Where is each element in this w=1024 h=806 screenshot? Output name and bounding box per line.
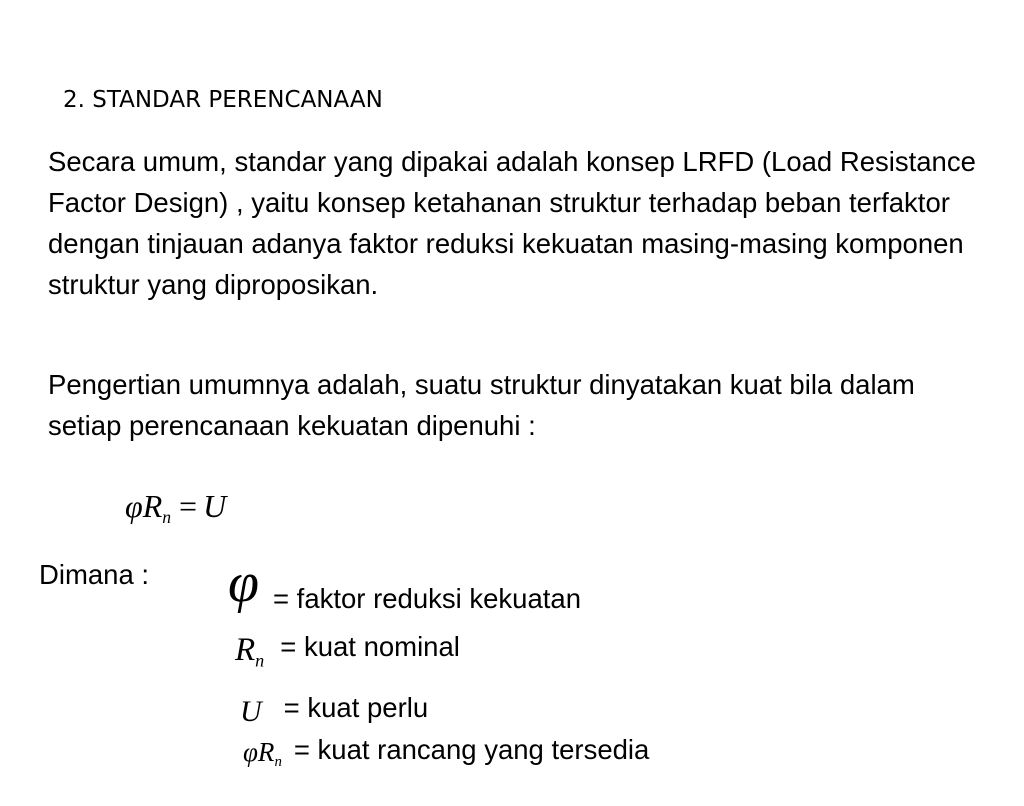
formula-phi: φ xyxy=(125,488,143,524)
definition-symbol: $\varphi R_n$ xyxy=(243,737,282,771)
definition-symbol: φ xyxy=(228,552,259,614)
formula-subscript-n: n xyxy=(162,507,172,528)
definition-symbol: U xyxy=(240,695,262,728)
definition-phi-rn xyxy=(243,734,649,770)
definition-text: = kuat nominal xyxy=(280,631,460,662)
paragraph-pengertian: Pengertian umumnya adalah, suatu struktur dinyatakan kuat bila dalam setiap perencanaan kekuatan dipenuhi : xyxy=(48,369,915,441)
definition-text: = kuat perlu xyxy=(283,692,429,723)
formula-u: U xyxy=(203,488,227,524)
formula-equals: = xyxy=(179,488,198,524)
section-heading: 2. STANDAR PERENCANAAN xyxy=(63,87,383,113)
formula-r: R xyxy=(142,488,163,524)
definition-text: = faktor reduksi kekuatan xyxy=(272,583,582,614)
definition-u xyxy=(240,692,428,732)
definition-text: = kuat rancang yang tersedia xyxy=(293,734,650,765)
definition-rn xyxy=(235,630,460,670)
definition-phi xyxy=(228,548,581,618)
main-formula xyxy=(125,486,226,526)
paragraph-lrfd: Secara umum, standar yang dipakai adalah konsep LRFD (Load Resistance Factor Design) , yaitu konsep ketahanan struktur terhadap beban terfaktor dengan tinjauan adanya faktor reduksi kekuatan masing-masing komponen struktur yang diproposikan. xyxy=(48,146,976,300)
definition-symbol: $R_n$ xyxy=(235,632,265,671)
dimana-label: Dimana : xyxy=(39,559,150,590)
